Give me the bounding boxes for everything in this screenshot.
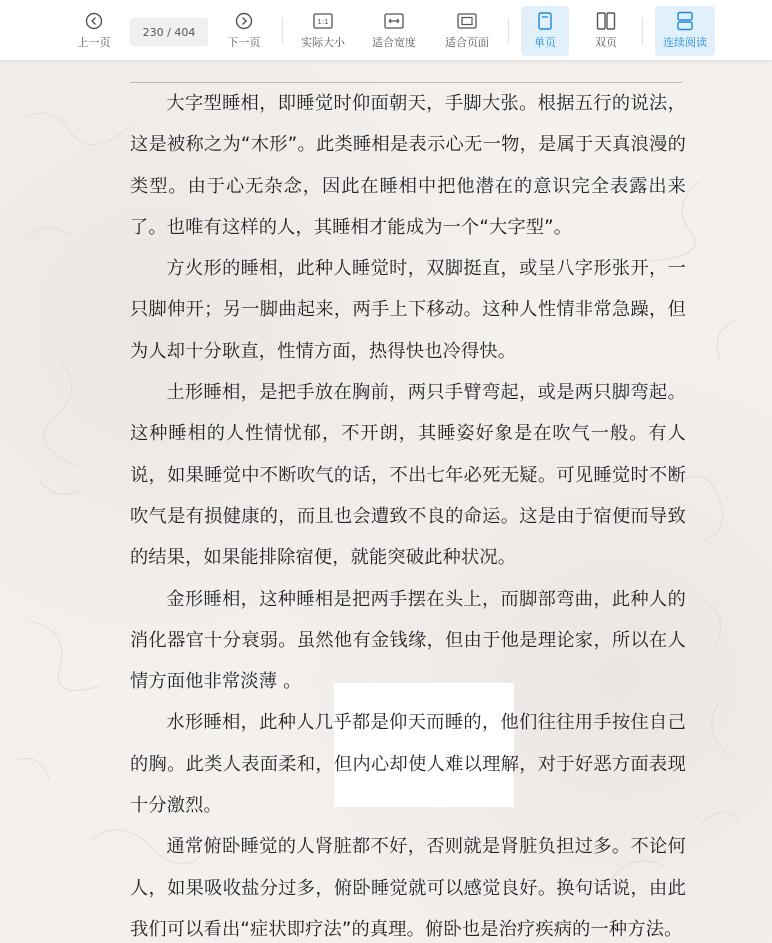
actual-size-button[interactable] — [292, 6, 354, 56]
next-page-label: 下一页 — [227, 36, 261, 49]
actual-size-label: 实际大小 — [301, 36, 345, 49]
paragraph: 大字型睡相，即睡觉时仰面朝天，手脚大张。根据五行的说法，这是被称之为“木形”。此类睡相是表示心无一物，是属于天真浪漫的类型。由于心无杂念，因此在睡相中把他潜在的意识完全表露出来了。也唯有这样的人，其睡相才能成为一个“大字型”。 — [130, 93, 686, 238]
double-page-button[interactable] — [582, 6, 630, 56]
fit-width-label: 适合宽度 — [372, 36, 416, 49]
toolbar-divider — [508, 18, 509, 44]
document-page — [0, 61, 772, 943]
svg-text:1:1: 1:1 — [317, 18, 329, 26]
toolbar-divider — [642, 18, 643, 44]
reader-toolbar — [0, 0, 772, 61]
page-number-input[interactable] — [130, 18, 208, 46]
fit-width-button[interactable] — [363, 6, 425, 56]
prev-page-label: 上一页 — [77, 36, 111, 49]
fit-page-button[interactable] — [436, 6, 498, 56]
next-page-button[interactable] — [214, 6, 274, 56]
single-page-button[interactable] — [521, 6, 569, 56]
single-page-icon — [534, 10, 556, 32]
toolbar-divider — [282, 18, 283, 44]
paragraph: 方火形的睡相，此种人睡觉时，双脚挺直，或呈八字形张开，一只脚伸开；另一脚曲起来，两手上下移动。这种人性情非常急躁，但为人却十分耿直，性情方面，热得快也冷得快。 — [130, 258, 686, 362]
paragraph: 金形睡相，这种睡相是把两手摆在头上，而脚部弯曲，此种人的消化器官十分衰弱。虽然他有金钱缘，但由于他是理论家，所以在人情方面他非常淡薄 。 — [130, 588, 686, 693]
fit-page-icon — [456, 10, 478, 32]
continuous-reading-button[interactable] — [655, 6, 715, 56]
paragraph: 土形睡相，是把手放在胸前，两只手臂弯起，或是两只脚弯起。这种睡相的人性情忧郁，不开朗，其睡姿好象是在吹气一般。有人说，如果睡觉中不断吹气的话，不出七年必死无疑。可见睡觉时不断吹气是有损健康的，而且也会遭致不良的命运。这是由于宿便而导致的结果，如果能排除宿便，就能突破此种状况。 — [130, 382, 686, 569]
chevron-left-circle-icon — [83, 10, 105, 32]
prev-page-button[interactable] — [64, 6, 124, 56]
document-text — [130, 83, 686, 943]
double-page-label: 双页 — [595, 36, 617, 49]
page-indicator: 230 / 404 — [142, 25, 196, 39]
continuous-scroll-icon — [674, 10, 696, 32]
continuous-reading-label: 连续阅读 — [663, 36, 707, 49]
paragraph: 通常俯卧睡觉的人肾脏都不好，否则就是肾脏负担过多。不论何人，如果吸收盐分过多，俯卧睡觉就可以感觉良好。换句话说，由此我们可以看出“症状即疗法”的真理。俯卧也是治疗疾病的一种方法。 — [130, 836, 686, 940]
paragraph: 水形睡相，此种人几乎都是仰天而睡的，他们往往用手按住自己的胸。此类人表面柔和，但内心却使人难以理解，对于好恶方面表现十分激烈。 — [130, 712, 686, 817]
single-page-label: 单页 — [534, 36, 556, 49]
fit-page-label: 适合页面 — [445, 36, 489, 49]
double-page-icon — [595, 10, 617, 32]
chevron-right-circle-icon — [233, 10, 255, 32]
fit-width-icon — [383, 10, 405, 32]
actual-size-icon — [312, 10, 334, 32]
